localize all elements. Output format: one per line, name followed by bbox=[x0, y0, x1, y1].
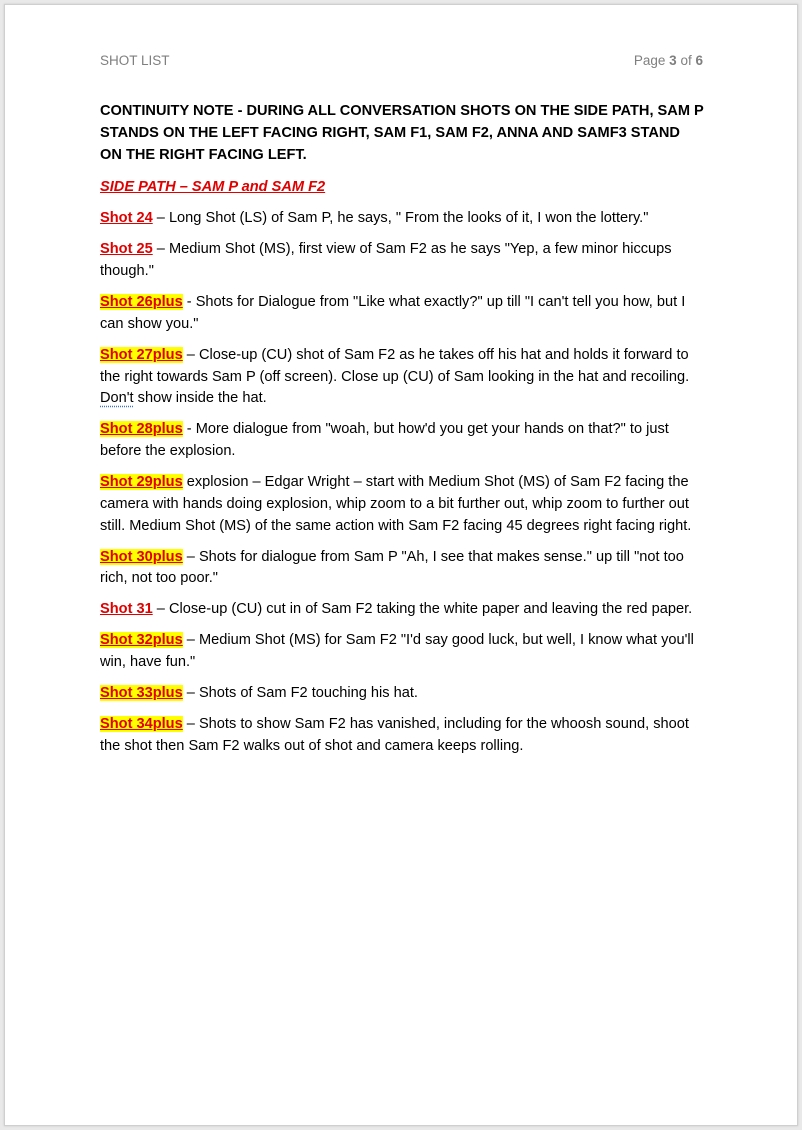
shot-description: – Close-up (CU) shot of Sam F2 as he takes off his hat and holds it forward to the right towards Sam P (off screen). Close up (CU) of Sam looking in the hat and recoiling. bbox=[100, 346, 690, 385]
shot-label: Shot 32plus bbox=[100, 632, 183, 649]
document-page bbox=[4, 4, 798, 1126]
shot-label: Shot 27plus bbox=[100, 346, 183, 363]
shot-label: Shot 28plus bbox=[100, 421, 183, 438]
shot-entry bbox=[100, 419, 705, 463]
shot-label: Shot 24 bbox=[100, 210, 153, 227]
document-body bbox=[100, 101, 705, 767]
shot-description: – Shots to show Sam F2 has vanished, including for the whoosh sound, shoot the shot then Sam F2 walks out of shot and camera keeps rolling. bbox=[100, 716, 689, 754]
shot-description: – Shots of Sam F2 touching his hat. bbox=[182, 685, 418, 702]
shot-entry bbox=[100, 472, 705, 537]
shot-label: Shot 30plus bbox=[100, 548, 183, 565]
shot-description: – Medium Shot (MS) for Sam F2 "I'd say good luck, but well, I know what you'll win, have fun." bbox=[100, 632, 694, 671]
continuity-note: CONTINUITY NOTE - DURING ALL CONVERSATION SHOTS ON THE SIDE PATH, SAM P STANDS ON THE LEFT FACING RIGHT, SAM F1, SAM F2, ANNA AND SAMF3 STAND ON THE RIGHT FACING LEFT. bbox=[100, 103, 704, 163]
shot-label: Shot 25 bbox=[100, 241, 153, 258]
shot-label: Shot 34plus bbox=[100, 716, 183, 733]
shot-entry bbox=[100, 683, 705, 705]
shot-description: explosion – Edgar Wright – start with Medium Shot (MS) of Sam F2 facing the camera with hands doing explosion, whip zoom to a bit further out, whip zoom to further out still. Medium Shot (MS) of the same action with Sam F2 facing 45 degrees right facing right. bbox=[100, 474, 692, 534]
shot-entry bbox=[100, 547, 705, 591]
shot-description: – Close-up (CU) cut in of Sam F2 taking the white paper and leaving the red paper. bbox=[152, 601, 693, 618]
shot-label: Shot 31 bbox=[100, 601, 153, 618]
page-header bbox=[100, 53, 703, 73]
section-heading: SIDE PATH – SAM P and SAM F2 bbox=[100, 179, 326, 196]
shot-description: - Shots for Dialogue from "Like what exactly?" up till "I can't tell you how, but I can show you." bbox=[100, 293, 686, 332]
page-number bbox=[634, 53, 703, 68]
page-total: 6 bbox=[695, 53, 703, 68]
shot-description: – Long Shot (LS) of Sam P, he says, " From the looks of it, I won the lottery." bbox=[152, 210, 649, 227]
shot-description: – Medium Shot (MS), first view of Sam F2 as he says "Yep, a few minor hiccups though." bbox=[100, 241, 672, 279]
shot-entry bbox=[100, 208, 705, 230]
shot-entry bbox=[100, 292, 705, 336]
page-label: Page bbox=[633, 53, 666, 68]
shot-entry bbox=[100, 239, 705, 283]
shot-entry bbox=[100, 345, 705, 410]
shot-label: Shot 29plus bbox=[100, 474, 183, 491]
page-current: 3 bbox=[669, 53, 677, 68]
shot-description: - More dialogue from "woah, but how'd you get your hands on that?" to just before the explosion. bbox=[100, 421, 669, 460]
shot-entry bbox=[100, 714, 705, 758]
spelling-flag[interactable]: Don't bbox=[100, 390, 134, 407]
shot-label: Shot 26plus bbox=[100, 293, 183, 310]
page-of: of bbox=[680, 53, 692, 68]
shot-entry bbox=[100, 630, 705, 674]
header-title: SHOT LIST bbox=[100, 53, 170, 68]
shot-list bbox=[100, 208, 705, 758]
shot-entry bbox=[100, 599, 705, 621]
shot-description-end: show inside the hat. bbox=[133, 390, 267, 407]
shot-label: Shot 33plus bbox=[100, 685, 183, 702]
shot-description: – Shots for dialogue from Sam P "Ah, I see that makes sense." up till "not too rich, not too poor." bbox=[100, 548, 684, 587]
